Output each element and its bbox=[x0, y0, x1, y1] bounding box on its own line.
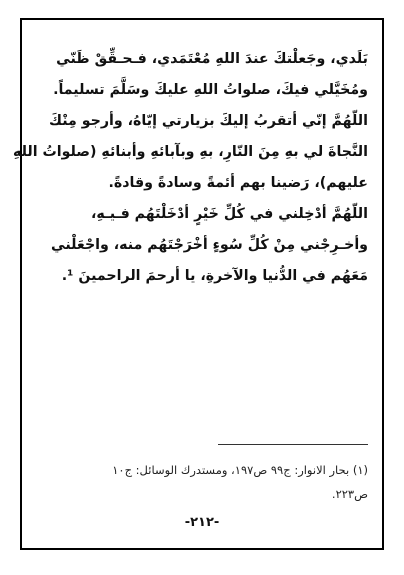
page-number: -٢١٢- bbox=[184, 515, 220, 530]
text-line-2: ومُخَيَّلي فيكَ، صلواتُ اللهِ عليكَ وسَلَّمَ تسليماً. bbox=[53, 82, 368, 98]
text-line-3: اللّهُمَّ إنّي أتقربُ إليكَ بزيارتي إيّاهُ، وأرجو مِنْكَ bbox=[49, 113, 368, 129]
text-line-8: مَعَهُم في الدُّنيا والآخرةِ، يا أرحمَ الراحمينَ ¹. bbox=[61, 268, 368, 284]
text-line-6: اللّهُمَّ أدْخِلني في كُلِّ خَيْرٍ أدْخَلْتَهُم فـيـهِ، bbox=[90, 206, 368, 222]
footnote-line-1: (١) بحار الانوار: ج٩٩ ص١٩٧، ومستدرك الوسائل: ج١٠ bbox=[112, 463, 368, 477]
main-text bbox=[12, 44, 368, 292]
footnote-line-2: ص٢٢٣. bbox=[331, 487, 368, 501]
footnote bbox=[36, 458, 368, 506]
page-border bbox=[12, 18, 384, 550]
text-line-5: عليهم)، رَضينا بهم أئمةً وسادةً وقادةً. bbox=[108, 175, 368, 191]
text-line-4: النَّجاةَ لي بهِ مِنَ النّارِ، بهِ وبآبائهِ وأبنائهِ (صلواتُ اللهِ bbox=[12, 144, 368, 160]
text-block bbox=[12, 44, 368, 292]
text-line-1: بَلَدي، وجَعلْتكَ عندَ اللهِ مُعْتَمَدي، فـحـقِّقْ ظَنّي bbox=[56, 51, 368, 67]
footnote-divider bbox=[218, 444, 368, 445]
text-line-7: وأخـرِجْني مِنْ كُلِّ سُوءٍ أخْرَجْتَهُم منه، واجْعَلْني bbox=[51, 237, 368, 253]
